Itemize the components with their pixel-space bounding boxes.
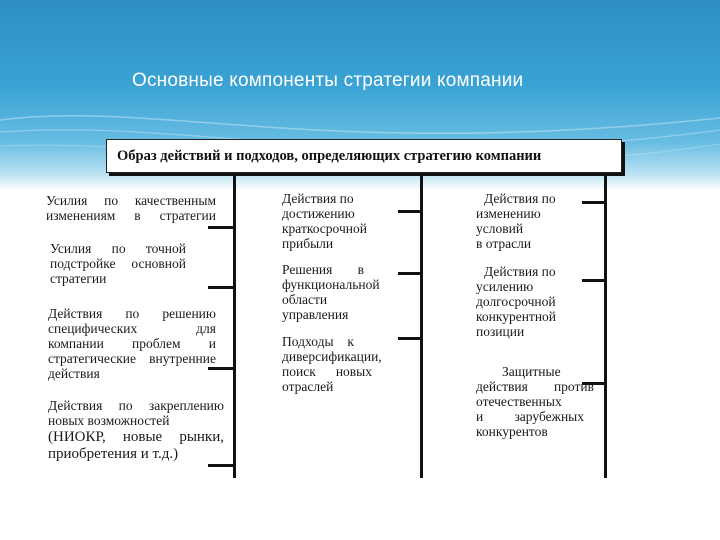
item-line: достижению [282,206,355,221]
item-line: Действия по [484,264,556,279]
item-line: Действия по [282,191,354,206]
item-line: условий [476,221,524,236]
item-line: Действия по [484,191,556,206]
tick [582,201,605,204]
left-item-3 [48,306,216,381]
left-item-2 [50,241,186,286]
item-line: стратегии [50,271,107,286]
item-line: долгосрочной [476,294,556,309]
top-box-label: Образ действий и подходов, определяющих стратегию компании [117,148,542,164]
item-line: стратегические внутренние [48,351,216,366]
top-box [106,139,622,173]
item-line: в отрасли [476,236,532,251]
item-line: Действия по закреплению [48,398,224,413]
item-line: Усилия по качественным [46,193,216,208]
item-line: подстройке основной [50,256,186,271]
item-line: изменениям в стратегии [46,208,216,223]
item-line: специфических для [48,321,216,336]
tick [398,337,421,340]
middle-item-3 [282,334,392,394]
connector-left [233,173,236,478]
left-item-1 [46,193,216,223]
item-line: конкурентов [476,424,548,439]
tick [208,226,234,229]
item-line: поиск новых [282,364,372,379]
item-line: диверсификации, [282,349,382,364]
item-line: Усилия по точной [50,241,186,256]
item-line: изменению [476,206,541,221]
item-line: действия против [476,379,594,394]
item-line: функциональной [282,277,380,292]
item-line: Решения в [282,262,364,277]
item-line: компании проблем и [48,336,216,351]
item-line: Подходы к [282,334,354,349]
item-line: отечественных [476,394,562,409]
item-line: краткосрочной [282,221,367,236]
item-line: (НИОКР, новые рынки, [48,429,224,445]
connector-middle [420,173,423,478]
item-line: конкурентной [476,309,557,324]
item-line: действия [48,366,100,381]
item-line: отраслей [282,379,334,394]
middle-item-2 [282,262,380,322]
item-line: приобретения и т.д.) [48,446,179,462]
item-line: усилению [476,279,534,294]
item-line: Действия по решению [48,306,216,321]
left-item-4 [48,398,224,463]
item-line: прибыли [282,236,334,251]
right-item-3 [476,364,594,439]
tick [208,286,234,289]
slide-title: Основные компоненты стратегии компании [132,70,524,91]
right-item-2 [476,264,568,339]
item-line: Защитные [502,364,561,379]
item-line: и зарубежных [476,409,584,424]
right-item-1 [476,191,568,251]
item-line: области [282,292,328,307]
item-line: управления [282,307,349,322]
item-line: новых возможностей [48,413,170,428]
item-line: позиции [476,324,525,339]
middle-item-1 [282,191,382,251]
tick [582,279,605,282]
tick [398,272,421,275]
connector-right [604,173,607,478]
tick [398,210,421,213]
tick [208,464,234,467]
